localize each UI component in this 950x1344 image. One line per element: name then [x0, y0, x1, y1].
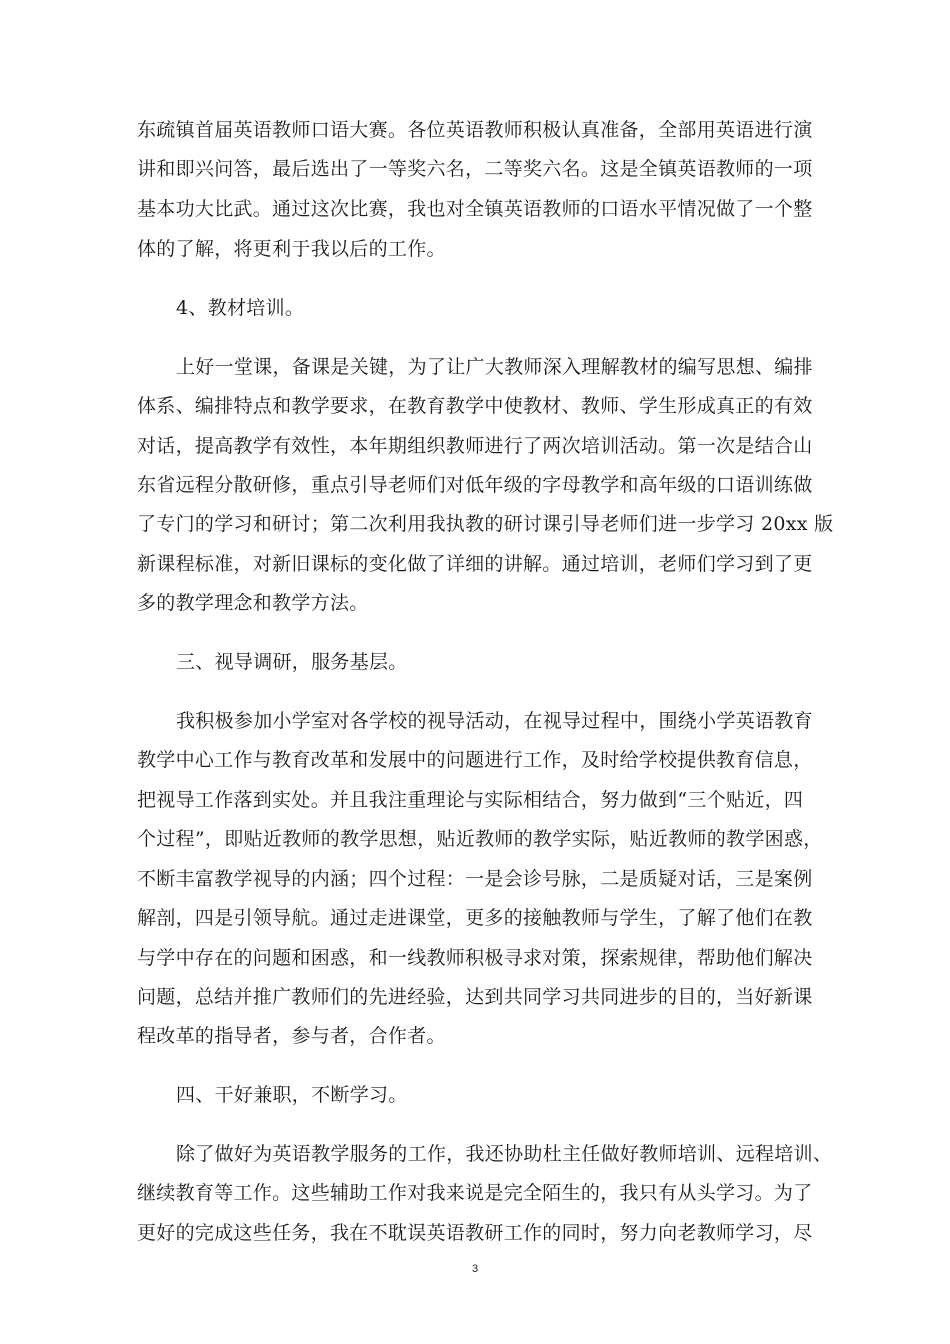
text-line: 不断丰富教学视导的内涵；四个过程：一是会诊号脉，二是质疑对话，三是案例 — [137, 868, 813, 890]
text-line: 东疏镇首届英语教师口语大赛。各位英语教师积极认真准备，全部用英语进行演 — [137, 119, 813, 141]
section-heading: 4、教材培训。 — [176, 297, 305, 319]
text-line: 体的了解，将更利于我以后的工作。 — [137, 238, 446, 260]
text-line: 问题，总结并推广教师们的先进经验，达到共同学习共同进步的目的，当好新课 — [137, 986, 813, 1008]
text-line: 程改革的指导者，参与者，合作者。 — [137, 1025, 446, 1047]
text-line: 解剖，四是引领导航。通过走进课堂，更多的接触教师与学生，了解了他们在教 — [137, 907, 813, 929]
text-line: 我积极参加小学室对各学校的视导活动，在视导过程中，围绕小学英语教育 — [176, 710, 813, 732]
section-heading: 三、视导调研，服务基层。 — [176, 651, 408, 673]
text-line: 体系、编排特点和教学要求，在教育教学中使教材、教师、学生形成真正的有效 — [137, 395, 813, 417]
text-line: 继续教育等工作。这些辅助工作对我来说是完全陌生的，我只有从头学习。为了 — [137, 1182, 813, 1204]
text-line: 对话，提高教学有效性，本年期组织教师进行了两次培训活动。第一次是结合山 — [137, 435, 813, 457]
text-line: 多的教学理念和教学方法。 — [137, 592, 369, 614]
text-line: 除了做好为英语教学服务的工作，我还协助杜主任做好教师培训、远程培训、 — [176, 1143, 833, 1165]
text-line: 把视导工作落到实处。并且我注重理论与实际相结合，努力做到“三个贴近，四 — [137, 789, 804, 811]
text-line: 与学中存在的问题和困惑，和一线教师积极寻求对策，探索规律，帮助他们解决 — [137, 947, 813, 969]
text-line: 个过程”，即贴近教师的教学思想，贴近教师的教学实际，贴近教师的教学困惑， — [137, 828, 823, 850]
text-line: 了专门的学习和研讨；第二次利用我执教的研讨课引导老师们进一步学习 20xx 版 — [137, 513, 834, 535]
page-number: 3 — [471, 1263, 479, 1275]
text-line: 更好的完成这些任务，我在不耽误英语教研工作的同时，努力向老教师学习，尽 — [137, 1222, 813, 1244]
text-line: 东省远程分散研修，重点引导老师们对低年级的字母教学和高年级的口语训练做 — [137, 474, 813, 496]
text-line: 上好一堂课，备课是关键，为了让广大教师深入理解教材的编写思想、编排 — [176, 356, 813, 378]
text-line: 讲和即兴问答，最后选出了一等奖六名，二等奖六名。这是全镇英语教师的一项 — [137, 158, 813, 180]
section-heading: 四、干好兼职，不断学习。 — [176, 1084, 408, 1106]
text-line: 新课程标准，对新旧课标的变化做了详细的讲解。通过培训，老师们学习到了更 — [137, 553, 813, 575]
text-line: 教学中心工作与教育改革和发展中的问题进行工作，及时给学校提供教育信息， — [137, 749, 813, 771]
text-line: 基本功大比武。通过这次比赛，我也对全镇英语教师的口语水平情况做了一个整 — [137, 198, 813, 220]
